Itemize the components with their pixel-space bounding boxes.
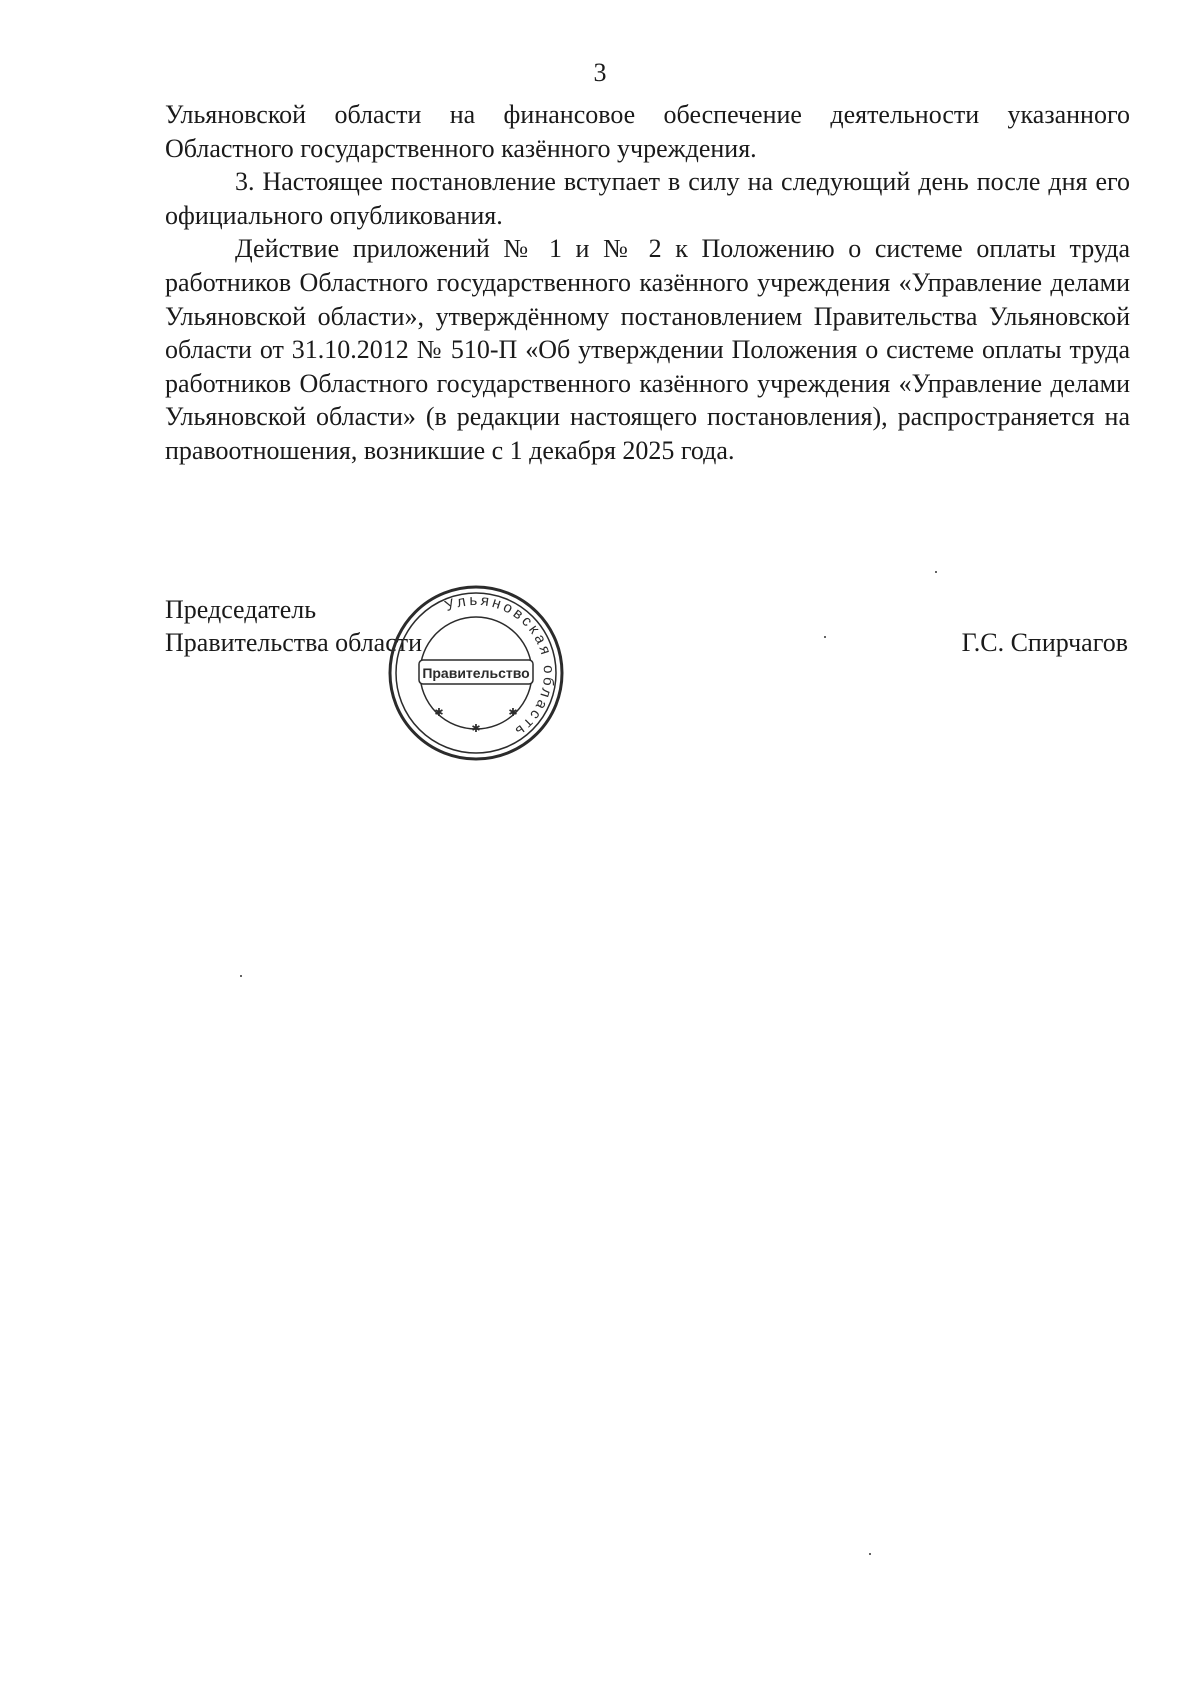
scan-speck xyxy=(935,571,937,573)
paragraph-continuation: Ульяновской области на финансовое обеспечение деятельности указанного Областного государственного казённого учреждения. xyxy=(165,100,1130,163)
signatory-title-line1: Председатель xyxy=(165,595,317,624)
signatory-name: Г.С. Спирчагов xyxy=(961,628,1128,657)
seal-ring-text: Ульяновская область xyxy=(442,591,558,742)
seal-star-left: ✱ xyxy=(434,706,444,719)
scan-speck xyxy=(824,636,826,638)
scan-speck xyxy=(240,975,242,977)
signatory-title xyxy=(165,593,422,659)
page-number: 3 xyxy=(593,58,607,87)
official-seal xyxy=(387,584,565,762)
document-body xyxy=(165,98,1130,468)
paragraph-retroactive-effect: Действие приложений № 1 и № 2 к Положению о системе оплаты труда работников Областного государственного казённого учреждения «Управление делами Ульяновской области», утверждённому постановлением Правительства Ульяновской области от 31.10.2012 № 510-П «Об утверждении Положения о системе оплаты труда работников Областного государственного казённого учреждения «Управление делами Ульяновской области» (в редакции настоящего постановления), распространяется на правоотношения, возникшие с 1 декабря 2025 года. xyxy=(165,234,1130,465)
signatory-title-line2: Правительства области xyxy=(165,628,423,657)
seal-center-text: Правительство xyxy=(422,665,530,681)
seal-star-bottom: ✱ xyxy=(471,722,481,735)
paragraph-effective-date: 3. Настоящее постановление вступает в силу на следующий день после дня его официального опубликования. xyxy=(165,167,1130,230)
scan-speck xyxy=(869,1553,871,1555)
seal-star-right: ✱ xyxy=(508,706,518,719)
